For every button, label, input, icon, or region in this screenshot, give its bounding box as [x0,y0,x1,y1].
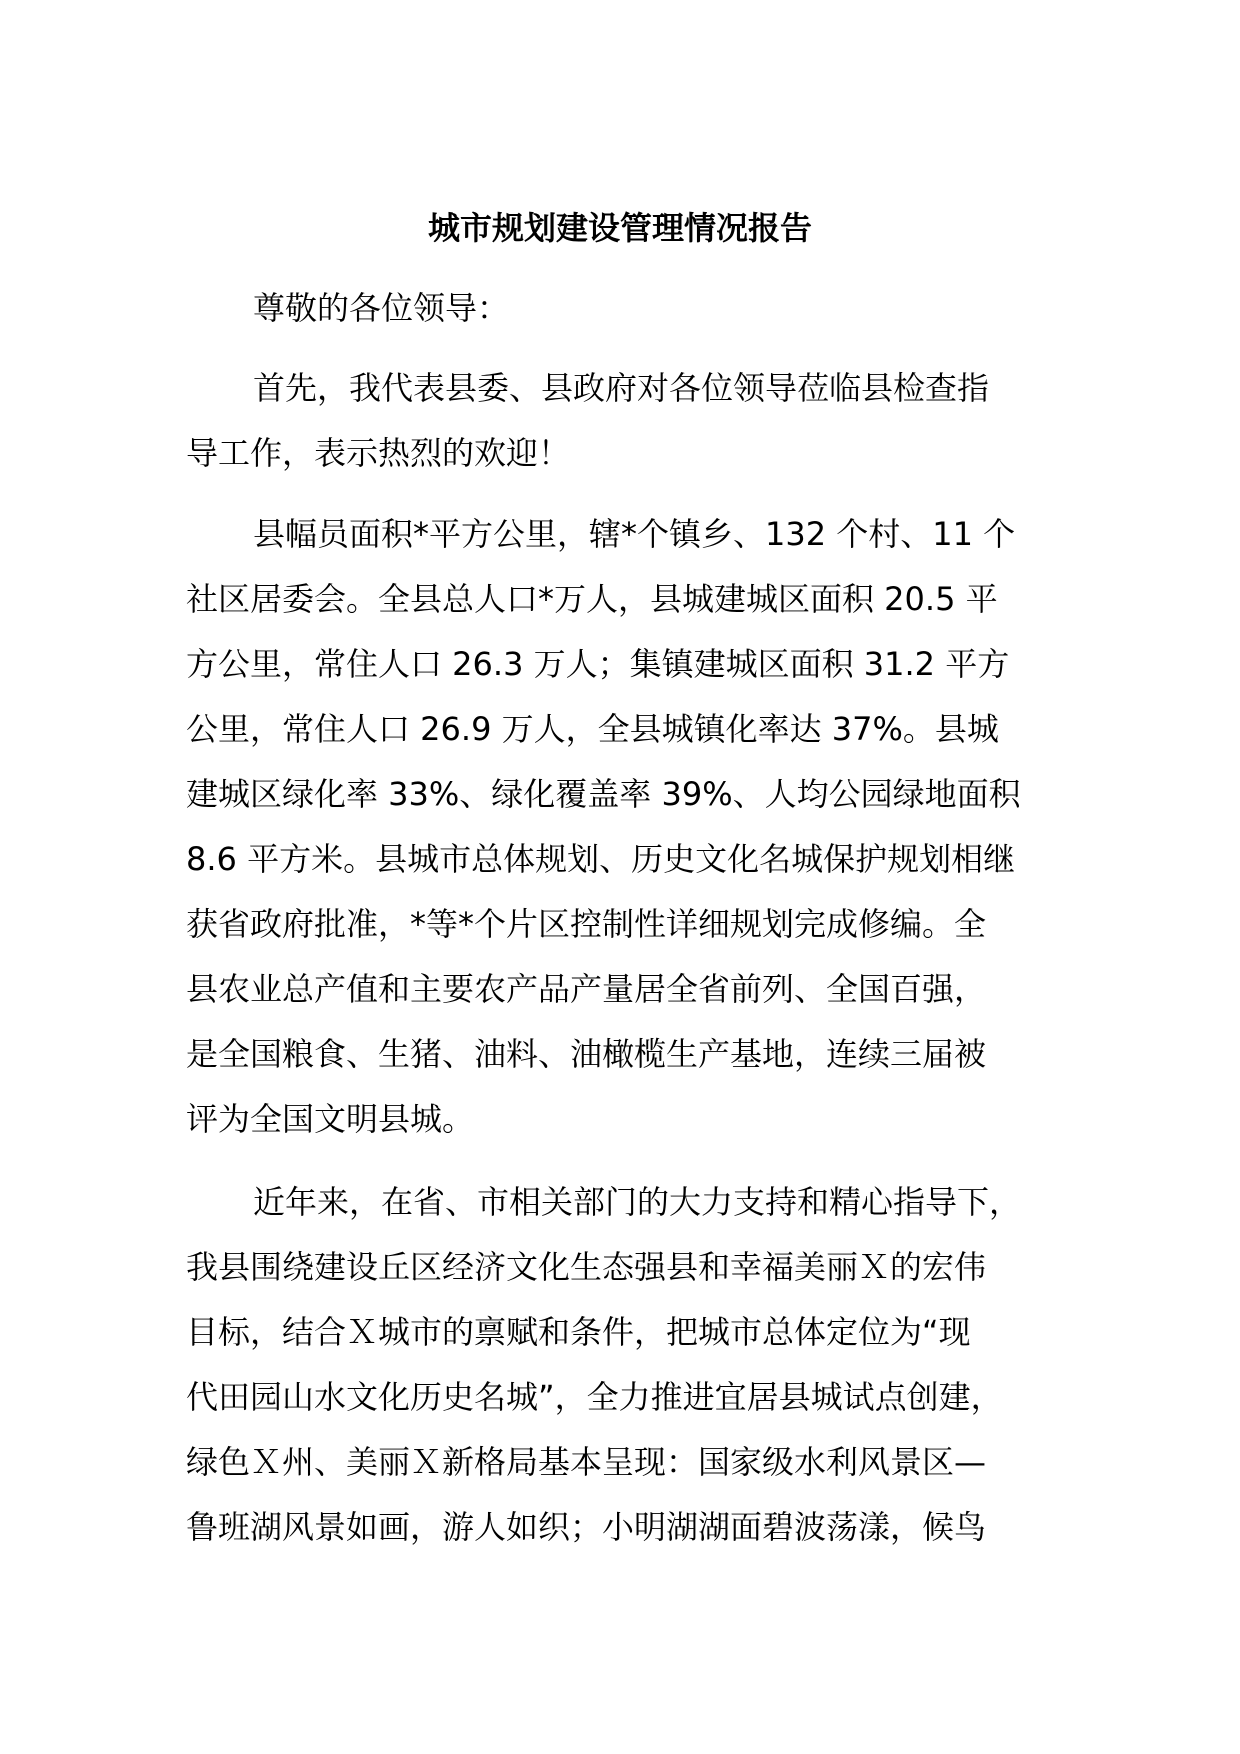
paragraph-line: 方公里，常住人口 26.3 万人；集镇建城区面积 31.2 平方 [186,645,1010,683]
county-overview-paragraph [186,502,1056,1152]
paragraph-line: 建城区绿化率 33%、绿化覆盖率 39%、人均公园绿地面积 [186,775,1021,813]
paragraph-line: 绿色Ｘ州、美丽Ｘ新格局基本呈现：国家级水利风景区— [186,1443,987,1481]
paragraph-line: 我县围绕建设丘区经济文化生态强县和幸福美丽Ｘ的宏伟 [186,1248,987,1286]
paragraph-line: 是全国粮食、生猪、油料、油橄榄生产基地，连续三届被 [186,1035,987,1073]
paragraph-line: 县幅员面积*平方公里，辖*个镇乡、132 个村、11 个 [253,515,1016,553]
paragraph-line: 代田园山水文化历史名城”，全力推进宜居县城试点创建， [186,1378,1003,1416]
document-title: 城市规划建设管理情况报告 [427,209,812,247]
paragraph-line: 导工作，表示热烈的欢迎！ [186,434,571,472]
salutation-paragraph [186,276,1056,341]
paragraph-line: 8.6 平方米。县城市总体规划、历史文化名城保护规划相继 [186,840,1016,878]
paragraph-line: 社区居委会。全县总人口*万人，县城建城区面积 20.5 平 [186,580,998,618]
paragraph-line: 获省政府批准，*等*个片区控制性详细规划完成修编。全 [186,905,987,943]
paragraph-line: 目标，结合Ｘ城市的禀赋和条件，把城市总体定位为“现 [186,1313,971,1351]
recent-progress-paragraph [186,1170,1056,1560]
paragraph-line: 评为全国文明县城。 [186,1100,475,1138]
paragraph-line: 县农业总产值和主要农产品产量居全省前列、全国百强， [186,970,987,1008]
paragraph-line: 首先，我代表县委、县政府对各位领导莅临县检查指 [253,369,990,407]
salutation-line: 尊敬的各位领导： [253,289,510,327]
paragraph-line: 近年来，在省、市相关部门的大力支持和精心指导下， [253,1183,1022,1221]
paragraph-line: 公里，常住人口 26.9 万人，全县城镇化率达 37%。县城 [186,710,999,748]
paragraph-line: 鲁班湖风景如画，游人如织；小明湖湖面碧波荡漾，候鸟 [186,1508,987,1546]
intro-paragraph [186,356,1056,486]
